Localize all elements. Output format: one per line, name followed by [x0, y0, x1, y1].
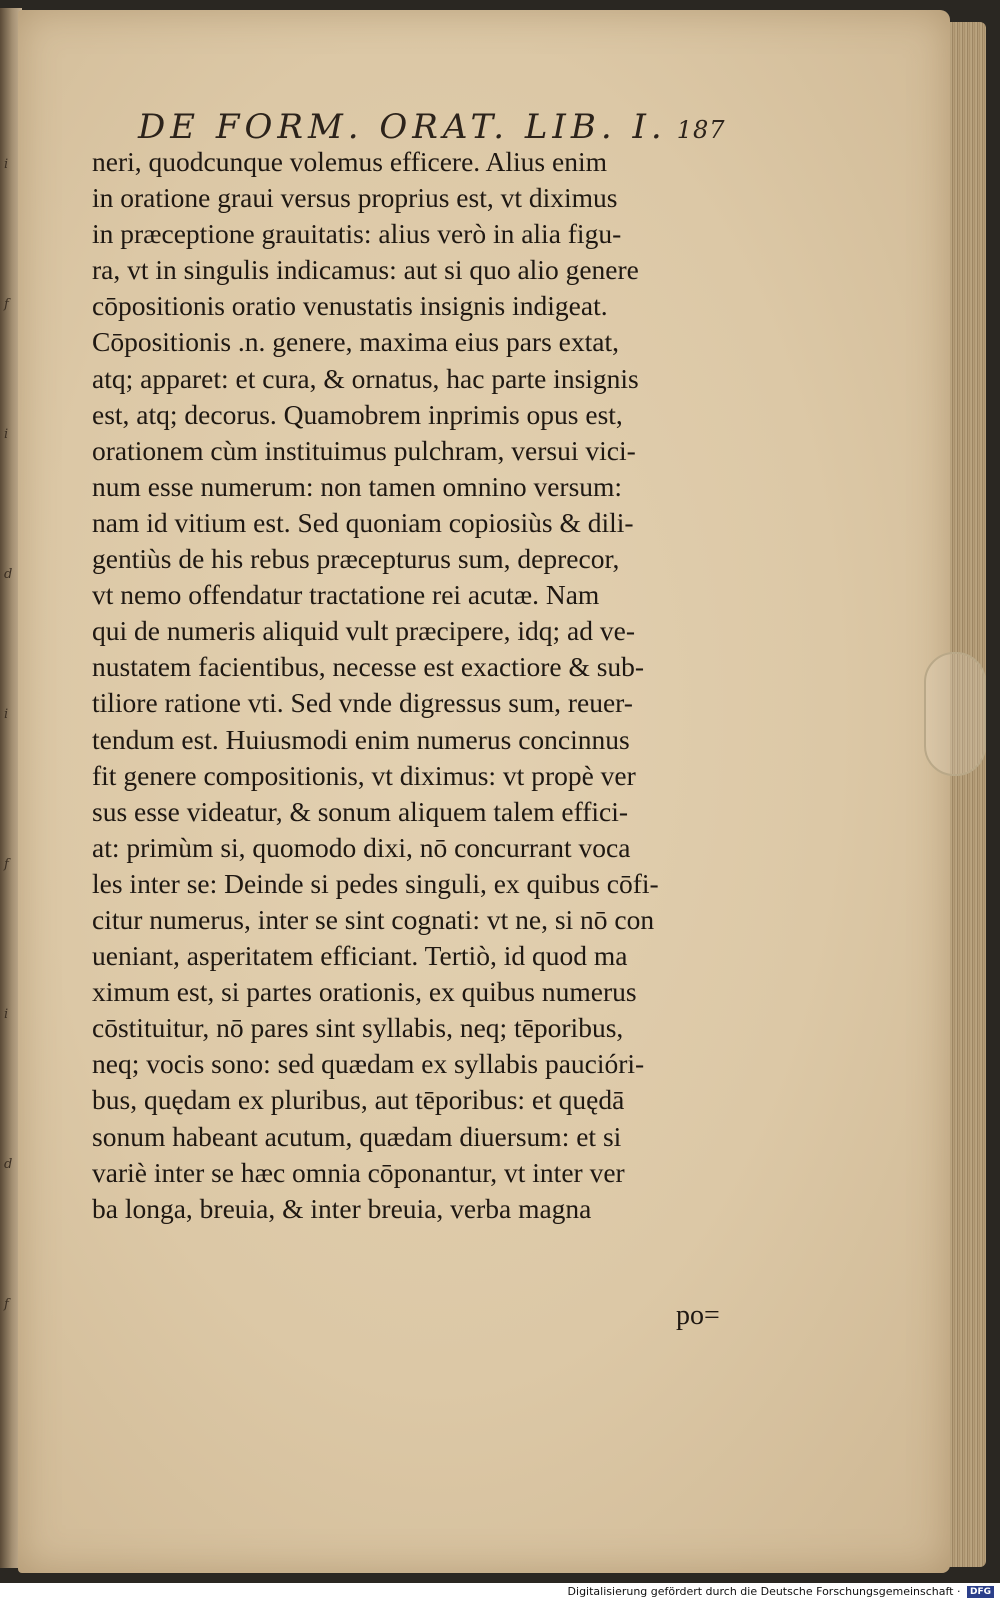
text-line: ximum est, si partes orationis, ex quibus numerus: [92, 976, 637, 1008]
text-line: citur numerus, inter se sint cognati: vt ne, si nō con: [92, 903, 655, 935]
edge-mark: i: [4, 1007, 9, 1022]
text-line: gentiùs de his rebus præcepturus sum, deprecor,: [92, 543, 620, 575]
text-line: num esse numerum: non tamen omnino versum:: [92, 470, 623, 502]
text-line: tendum est. Huiusmodi enim numerus concinnus: [92, 723, 630, 755]
dfg-logo: DFG: [967, 1586, 994, 1598]
page-clip: [924, 652, 986, 776]
edge-mark: d: [4, 1157, 13, 1172]
edge-mark: f: [4, 1297, 9, 1312]
text-line: orationem cùm instituimus pulchram, versui vici-: [92, 434, 636, 466]
text-line: in oratione graui versus proprius est, vt diximus: [92, 182, 618, 214]
text-line: fit genere compositionis, vt diximus: vt propè ver: [92, 759, 636, 791]
body-text: [92, 144, 782, 1227]
edge-mark: i: [4, 157, 9, 172]
text-line: bus, quędam ex pluribus, aut tēporibus: et quędā: [92, 1084, 625, 1116]
text-line: neq; vocis sono: sed quædam ex syllabis paucióri-: [92, 1048, 645, 1080]
text-line: ba longa, breuia, & inter breuia, verba magna: [92, 1192, 592, 1224]
running-title: DE FORM. ORAT. LIB. I.: [138, 107, 667, 147]
text-line: nustatem facientibus, necesse est exactiore & sub-: [92, 651, 645, 683]
edge-mark: d: [4, 567, 13, 582]
book-page: [18, 10, 950, 1573]
edge-mark: i: [4, 707, 9, 722]
text-line: ra, vt in singulis indicamus: aut si quo alio genere: [92, 254, 639, 286]
digitization-footer: Digitalisierung gefördert durch die Deutsche Forschungsgemeinschaft · DFG: [568, 1584, 994, 1599]
text-line: atq; apparet: et cura, & ornatus, hac parte insignis: [92, 362, 639, 394]
page-number: 187: [676, 116, 726, 144]
text-line: sus esse videatur, & sonum aliquem talem effici-: [92, 795, 629, 827]
text-line: les inter se: Deinde si pedes singuli, ex quibus cōfi-: [92, 867, 659, 899]
edge-mark: i: [4, 427, 9, 442]
edge-mark: f: [4, 857, 9, 872]
text-line: cōstituitur, nō pares sint syllabis, neq; tēporibus,: [92, 1012, 624, 1044]
text-line: neri, quodcunque volemus efficere. Alius enim: [92, 146, 607, 177]
text-line: cōpositionis oratio venustatis insignis indigeat.: [92, 290, 608, 322]
text-line: Cōpositionis .n. genere, maxima eius pars extat,: [92, 326, 619, 358]
text-line: variè inter se hæc omnia cōponantur, vt inter ver: [92, 1156, 625, 1188]
text-line: est, atq; decorus. Quamobrem inprimis opus est,: [92, 398, 623, 430]
text-line: ueniant, asperitatem efficiant. Tertiò, id quod ma: [92, 940, 628, 972]
text-line: sonum habeant acutum, quædam diuersum: et si: [92, 1120, 622, 1152]
text-line: tiliore ratione vti. Sed vnde digressus sum, reuer-: [92, 687, 633, 719]
text-line: vt nemo offendatur tractatione rei acutæ. Nam: [92, 579, 600, 611]
text-line: at: primùm si, quomodo dixi, nō concurrant voca: [92, 831, 631, 863]
page-block-edge: [948, 22, 986, 1567]
text-line: nam id vitium est. Sed quoniam copiosiùs & dili-: [92, 506, 634, 538]
text-line: qui de numeris aliquid vult præcipere, idq; ad ve-: [92, 615, 635, 647]
running-header: [138, 107, 738, 147]
edge-mark: f: [4, 297, 9, 312]
text-line: in præceptione grauitatis: alius verò in alia figu-: [92, 218, 622, 250]
catchword: po=: [676, 1300, 720, 1331]
footer-credit: Digitalisierung gefördert durch die Deutsche Forschungsgemeinschaft: [567, 1585, 954, 1598]
